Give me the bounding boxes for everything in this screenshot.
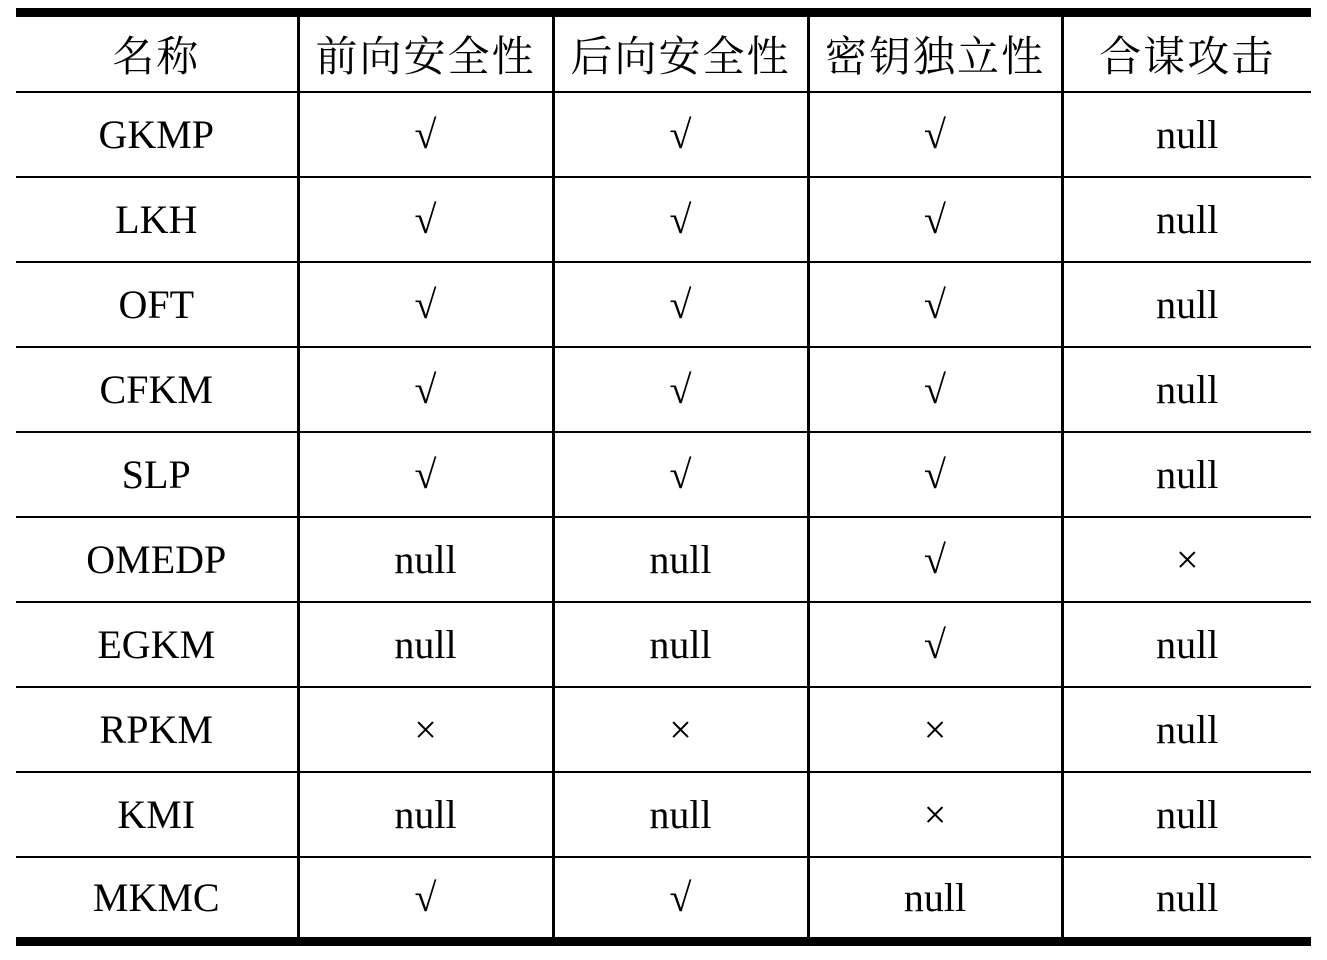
value-cell: null <box>1062 262 1311 347</box>
value-cell: √ <box>808 347 1062 432</box>
value-cell: √ <box>808 262 1062 347</box>
column-header-name: 名称 <box>16 13 298 92</box>
table-row-oft <box>16 262 1311 347</box>
value-cell: √ <box>298 177 553 262</box>
row-name-cell: OFT <box>16 262 298 347</box>
value-cell: √ <box>553 432 808 517</box>
value-cell: × <box>808 772 1062 857</box>
column-header-key-independence: 密钥独立性 <box>808 13 1062 92</box>
protocol-comparison-table <box>16 8 1311 946</box>
column-header-collusion-attack: 合谋攻击 <box>1062 13 1311 92</box>
table-row-omedp <box>16 517 1311 602</box>
value-cell: null <box>1062 602 1311 687</box>
row-name-cell: CFKM <box>16 347 298 432</box>
value-cell: √ <box>298 432 553 517</box>
table-row-gkmp <box>16 92 1311 177</box>
value-cell: null <box>1062 687 1311 772</box>
value-cell: null <box>1062 92 1311 177</box>
row-name-cell: SLP <box>16 432 298 517</box>
value-cell: × <box>808 687 1062 772</box>
value-cell: × <box>298 687 553 772</box>
value-cell: null <box>1062 177 1311 262</box>
row-name-cell: LKH <box>16 177 298 262</box>
value-cell: √ <box>808 177 1062 262</box>
value-cell: null <box>553 602 808 687</box>
value-cell: null <box>1062 347 1311 432</box>
table-row-egkm <box>16 602 1311 687</box>
table-row-kmi <box>16 772 1311 857</box>
value-cell: null <box>1062 772 1311 857</box>
column-header-forward-security: 前向安全性 <box>298 13 553 92</box>
row-name-cell: EGKM <box>16 602 298 687</box>
table-row-lkh <box>16 177 1311 262</box>
row-name-cell: GKMP <box>16 92 298 177</box>
value-cell: null <box>298 772 553 857</box>
value-cell: null <box>298 602 553 687</box>
value-cell: null <box>553 772 808 857</box>
value-cell: null <box>808 857 1062 942</box>
value-cell: × <box>553 687 808 772</box>
value-cell: √ <box>298 262 553 347</box>
value-cell: √ <box>808 517 1062 602</box>
value-cell: √ <box>553 857 808 942</box>
value-cell: √ <box>808 432 1062 517</box>
value-cell: √ <box>298 857 553 942</box>
row-name-cell: RPKM <box>16 687 298 772</box>
value-cell: × <box>1062 517 1311 602</box>
value-cell: √ <box>553 177 808 262</box>
row-name-cell: MKMC <box>16 857 298 942</box>
value-cell: √ <box>808 602 1062 687</box>
value-cell: √ <box>808 92 1062 177</box>
value-cell: √ <box>298 92 553 177</box>
value-cell: √ <box>553 347 808 432</box>
value-cell: null <box>298 517 553 602</box>
row-name-cell: KMI <box>16 772 298 857</box>
table-row-cfkm <box>16 347 1311 432</box>
table-row-rpkm <box>16 687 1311 772</box>
value-cell: √ <box>553 262 808 347</box>
row-name-cell: OMEDP <box>16 517 298 602</box>
value-cell: √ <box>553 92 808 177</box>
value-cell: null <box>1062 432 1311 517</box>
value-cell: null <box>553 517 808 602</box>
value-cell: null <box>1062 857 1311 942</box>
column-header-backward-security: 后向安全性 <box>553 13 808 92</box>
table-row-slp <box>16 432 1311 517</box>
table-row-mkmc <box>16 857 1311 942</box>
header-row <box>16 13 1311 92</box>
value-cell: √ <box>298 347 553 432</box>
